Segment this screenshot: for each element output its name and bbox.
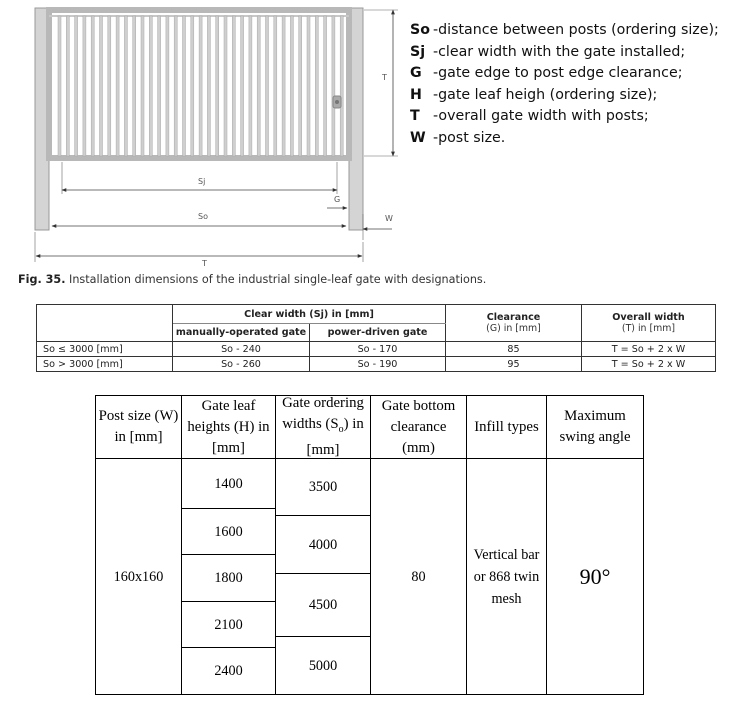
gate-bar: [100, 16, 103, 156]
row-overall: T = So + 2 x W: [582, 342, 716, 357]
legend-symbol: T: [410, 108, 420, 124]
gate-bar: [307, 16, 310, 156]
row-power: So - 170: [310, 342, 446, 357]
header-bottom-l3: (mm): [402, 439, 435, 456]
legend-symbol: Sj: [410, 43, 426, 60]
header-order-l1: Gate ordering: [282, 395, 364, 412]
gate-bar: [332, 16, 335, 156]
row-clearance: 95: [446, 357, 582, 372]
figure-caption: [18, 273, 486, 286]
gate-bar: [58, 16, 61, 156]
legend-symbol: So: [410, 22, 430, 38]
gate-bar: [166, 16, 169, 156]
gate-bar: [83, 16, 86, 156]
legend-text: -clear width with the gate installed;: [433, 43, 686, 60]
gate-bar: [149, 16, 152, 156]
header-clearance: [446, 305, 582, 342]
dim-label-so: So: [198, 212, 208, 221]
figure-caption-text: Installation dimensions of the industrial single-leaf gate with designations.: [69, 273, 487, 286]
gate-bar: [207, 16, 210, 156]
gate-bar: [216, 16, 219, 156]
legend-item: [410, 87, 735, 109]
gate-bar: [257, 16, 260, 156]
header-order-sub: o: [338, 423, 344, 435]
gate-bar: [282, 16, 285, 156]
header-leaf-l1: Gate leaf: [201, 397, 256, 414]
row-power: So - 190: [310, 357, 446, 372]
header-infill-types: [467, 396, 546, 458]
cell-infill-l3: mesh: [491, 590, 522, 607]
gate-bar: [249, 16, 252, 156]
cell-leaf-height: 2100: [214, 616, 243, 633]
cell-leaf-height: 1800: [214, 570, 243, 586]
legend-text: -gate edge to post edge clearance;: [433, 65, 683, 81]
legend-symbol: H: [410, 86, 422, 103]
header-post-size-l2: in [mm]: [114, 429, 163, 445]
cell-post-size: 160x160: [113, 568, 164, 585]
specification-table: [95, 395, 644, 695]
cell-ordering-width: 5000: [308, 657, 338, 674]
gate-bar: [174, 16, 177, 156]
legend-text: -post size.: [433, 129, 506, 146]
header-bottom-l2: clearance: [390, 418, 447, 435]
gate-infill-bars: [58, 16, 343, 156]
dim-label-w: W: [385, 214, 393, 223]
legend-item: [410, 108, 735, 130]
cell-swing-angle: 90°: [579, 563, 611, 589]
header-post-size-l1: Post size (W): [98, 408, 179, 424]
cell-leaf-height: 1600: [214, 523, 243, 540]
table-corner-cell: [37, 305, 173, 342]
cell-ordering-width: 3500: [308, 479, 338, 495]
dimension-legend: [410, 22, 735, 151]
header-swing-l1: Maximum: [564, 408, 626, 424]
legend-symbol: G: [410, 65, 422, 81]
cell-ordering-width: 4000: [308, 536, 338, 553]
header-clearance-title: Clearance: [486, 312, 541, 323]
header-bottom-l1: Gate bottom: [381, 397, 456, 414]
header-ordering-widths: [276, 396, 370, 458]
table-row: [37, 342, 716, 357]
header-order-l3: [mm]: [306, 441, 340, 458]
row-manual: So - 260: [173, 357, 310, 372]
header-order-l2b: ) in: [343, 416, 364, 433]
gate-bar: [241, 16, 244, 156]
gate-bar: [124, 16, 127, 156]
gate-bar: [116, 16, 119, 156]
header-bottom-clearance: [371, 396, 466, 458]
table-row: [37, 357, 716, 372]
gate-bar: [232, 16, 235, 156]
cell-infill-l2: or 868 twin: [473, 568, 540, 585]
header-manual: manually-operated gate: [173, 324, 310, 342]
cell-ordering-width: 4500: [308, 597, 338, 613]
legend-text: -overall gate width with posts;: [433, 108, 649, 124]
gate-bar: [91, 16, 94, 156]
gate-bar: [324, 16, 327, 156]
header-clear-width: Clear width (Sj) in [mm]: [173, 305, 446, 324]
gate-bar: [274, 16, 277, 156]
header-leaf-l3: [mm]: [212, 439, 245, 456]
gate-bar: [340, 16, 343, 156]
header-leaf-heights: [182, 396, 275, 458]
legend-text: -distance between posts (ordering size);: [433, 22, 719, 38]
header-overall-title: Overall width: [612, 312, 685, 323]
legend-symbol: W: [410, 129, 426, 146]
dim-label-t: T: [202, 259, 207, 268]
header-overall-width: [582, 305, 716, 342]
clear-width-table: [36, 304, 716, 372]
legend-text: -gate leaf heigh (ordering size);: [433, 86, 658, 103]
gate-bar: [290, 16, 293, 156]
gate-drawing: [0, 0, 420, 272]
header-swing-l2: swing angle: [559, 429, 631, 445]
gate-bar: [66, 16, 69, 156]
header-leaf-l2: heights (H) in: [187, 418, 270, 435]
legend-item: [410, 130, 735, 152]
gate-bar: [199, 16, 202, 156]
figure-number: Fig. 35.: [18, 273, 66, 286]
header-swing-angle: [547, 396, 643, 458]
dim-label-g: G: [334, 195, 341, 204]
cell-infill-l1: Vertical bar: [473, 546, 540, 563]
legend-item: [410, 22, 735, 44]
gate-bar: [75, 16, 78, 156]
dim-label-height: T: [382, 73, 387, 82]
gate-bar: [299, 16, 302, 156]
row-clearance: 85: [446, 342, 582, 357]
header-post-size: [96, 396, 181, 458]
header-infill-text: Infill types: [474, 418, 539, 435]
gate-bar: [141, 16, 144, 156]
row-overall: T = So + 2 x W: [582, 357, 716, 372]
legend-item: [410, 65, 735, 87]
gate-bar: [183, 16, 186, 156]
header-clearance-unit: (G) in [mm]: [486, 323, 541, 334]
row-condition: So ≤ 3000 [mm]: [37, 342, 173, 357]
cell-leaf-height: 2400: [214, 663, 243, 679]
header-overall-unit: (T) in [mm]: [621, 323, 676, 334]
row-condition: So > 3000 [mm]: [37, 357, 173, 372]
dim-label-sj: Sj: [198, 177, 206, 186]
row-manual: So - 240: [173, 342, 310, 357]
cell-leaf-height: 1400: [214, 475, 243, 492]
header-order-l2a: widths (S: [282, 416, 339, 433]
gate-bar: [158, 16, 161, 156]
header-power: power-driven gate: [310, 324, 446, 342]
cell-bottom-clearance: 80: [411, 568, 426, 585]
gate-bar: [191, 16, 194, 156]
gate-bar: [224, 16, 227, 156]
gate-bar: [133, 16, 136, 156]
legend-item: [410, 44, 735, 66]
cell-infill-types: [467, 459, 546, 694]
gate-bar: [315, 16, 318, 156]
gate-bar: [266, 16, 269, 156]
gate-bar: [108, 16, 111, 156]
